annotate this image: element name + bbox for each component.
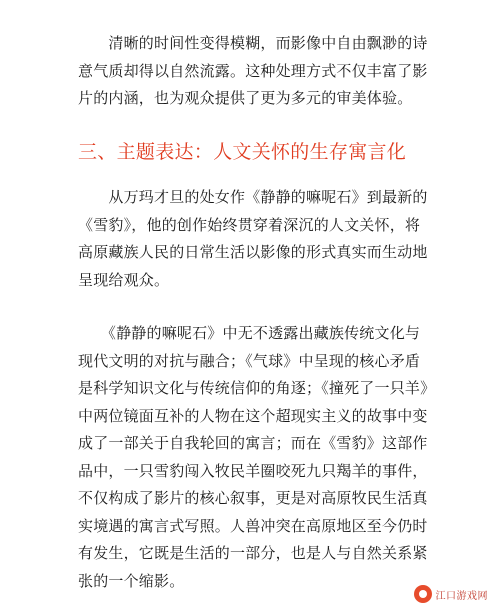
paragraph-line: 是科学知识文化与传统信仰的角逐；《撞死了一只羊》 [78, 379, 436, 397]
paragraph-line: 不仅构成了影片的核心叙事，更是对高原牧民生活真 [78, 489, 428, 507]
paragraph-line: 成了一部关于自我轮回的寓言；而在《雪豹》这部作 [78, 434, 428, 452]
paragraph-line: 张的一个缩影。 [78, 571, 185, 590]
watermark-text: 江口游戏网 [435, 590, 488, 602]
watermark-logo-icon [414, 585, 432, 603]
paragraph-line: 意气质却得以自然流露。这种处理方式不仅丰富了影 [78, 61, 428, 80]
site-watermark [410, 583, 493, 605]
intro-paragraph [78, 30, 428, 113]
paragraph-line: 从万玛才旦的处女作《静静的嘛呢石》到最新的 [78, 188, 428, 206]
paragraph-line: 现代文明的对抗与融合；《气球》中呈现的核心矛盾 [78, 351, 421, 370]
section-heading: 三、主题表达：人文关怀的生存寓言化 [78, 141, 407, 163]
paragraph-line: 《静静的嘛呢石》中无不透露出藏族传统文化与 [78, 324, 421, 342]
paragraph-line: 有发生，它既是生活的一部分，也是人与自然关系紧 [78, 544, 428, 562]
paragraph-two [78, 184, 428, 294]
paragraph-line: 中两位镜面互补的人物在这个超现实主义的故事中变 [78, 406, 428, 425]
paragraph-line: 清晰的时间性变得模糊，而影像中自由飘渺的诗 [78, 34, 428, 52]
paragraph-line: 高原藏族人民的日常生活以影像的形式真实而生动地 [78, 243, 428, 261]
paragraph-line: 品中，一只雪豹闯入牧民羊圈咬死九只羯羊的事件， [78, 461, 428, 480]
paragraph-line: 《雪豹》，他的创作始终贯穿着深沉的人文关怀，将 [78, 215, 421, 234]
paragraph-line: 呈现给观众。 [78, 270, 170, 289]
paragraph-line: 实境遇的寓言式写照。人兽冲突在高原地区至今仍时 [78, 516, 428, 535]
paragraph-line: 片的内涵，也为观众提供了更为多元的审美体验。 [78, 89, 413, 107]
paragraph-three [78, 320, 435, 595]
